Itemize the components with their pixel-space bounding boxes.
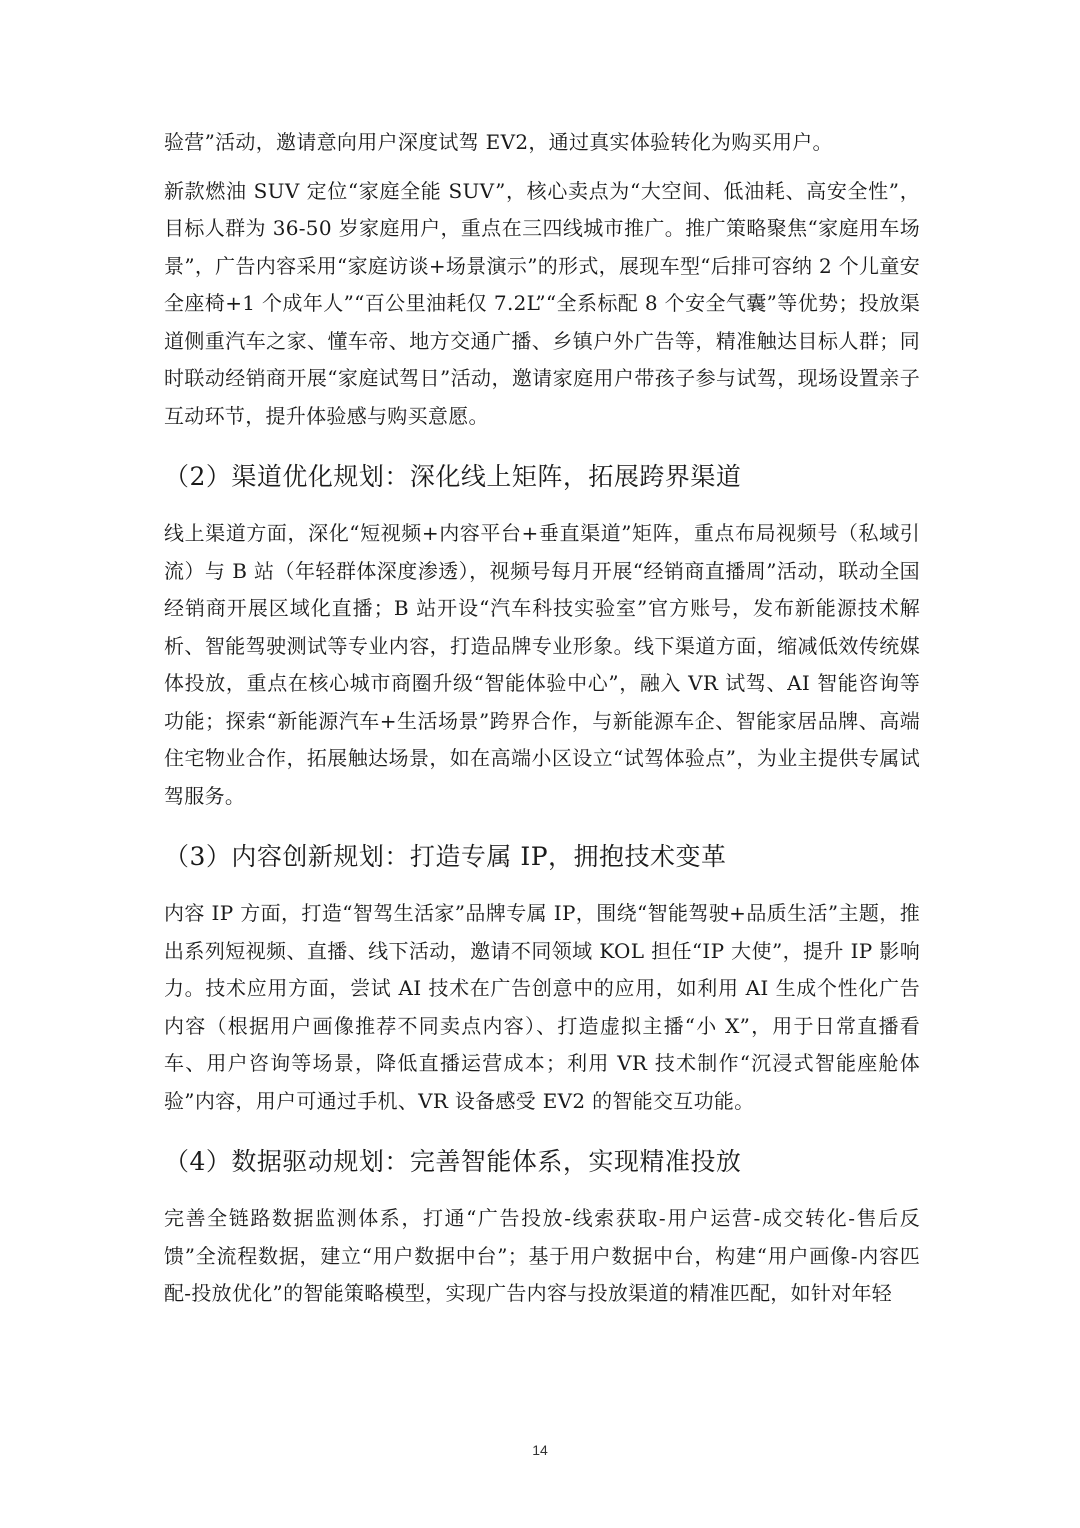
- paragraph-content-innovation: 内容 IP 方面，打造“智驾生活家”品牌专属 IP，围绕“智能驾驶+品质生活”主题，推出系列短视频、直播、线下活动，邀请不同领域 KOL 担任“IP 大使”，提升 IP 影响力。技术应用方面，尝试 AI 技术在广告创意中的应用，如利用 AI 生成个性化广告内容（根据用户画像推荐不同卖点内容）、打造虚拟主播“小 X”，用于日常直播看车、用户咨询等场景，降低直播运营成本；利用 VR 技术制作“沉浸式智能座舱体验”内容，用户可通过手机、VR 设备感受 EV2 的智能交互功能。: [164, 901, 920, 1113]
- page-number: 14: [532, 1442, 548, 1458]
- heading-data-driven: （4）数据驱动规划：完善智能体系，实现精准投放: [164, 1147, 742, 1176]
- heading-content-innovation: （3）内容创新规划：打造专属 IP，拥抱技术变革: [164, 842, 727, 871]
- paragraph-channel-optimization: 线上渠道方面，深化“短视频+内容平台+垂直渠道”矩阵，重点布局视频号（私域引流）与 B 站（年轻群体深度渗透），视频号每月开展“经销商直播周”活动，联动全国经销商开展区域化直播；B 站开设“汽车科技实验室”官方账号，发布新能源技术解析、智能驾驶测试等专业内容，打造品牌专业形象。线下渠道方面，缩减低效传统媒体投放，重点在核心城市商圈升级“智能体验中心”，融入 VR 试驾、AI 智能咨询等功能；探索“新能源汽车+生活场景”跨界合作，与新能源车企、智能家居品牌、高端住宅物业合作，拓展触达场景，如在高端小区设立“试驾体验点”，为业主提供专属试驾服务。: [164, 521, 920, 808]
- heading-channel-optimization: （2）渠道优化规划：深化线上矩阵，拓展跨界渠道: [164, 462, 742, 491]
- paragraph-data-driven: 完善全链路数据监测体系，打通“广告投放-线索获取-用户运营-成交转化-售后反馈”全流程数据，建立“用户数据中台”；基于用户数据中台，构建“用户画像-内容匹配-投放优化”的智能策略模型，实现广告内容与投放渠道的精准匹配，如针对年轻: [164, 1206, 920, 1305]
- paragraph-fuel-suv-strategy: 新款燃油 SUV 定位“家庭全能 SUV”，核心卖点为“大空间、低油耗、高安全性”，目标人群为 36-50 岁家庭用户，重点在三四线城市推广。推广策略聚焦“家庭用车场景”，广告内容采用“家庭访谈+场景演示”的形式，展现车型“后排可容纳 2 个儿童安全座椅+1 个成年人”“百公里油耗仅 7.2L”“全系标配 8 个安全气囊”等优势；投放渠道侧重汽车之家、懂车帝、地方交通广播、乡镇户外广告等，精准触达目标人群；同时联动经销商开展“家庭试驾日”活动，邀请家庭用户带孩子参与试驾，现场设置亲子互动环节，提升体验感与购买意愿。: [164, 178, 920, 428]
- paragraph-ev2-experience-end: 验营”活动，邀请意向用户深度试驾 EV2，通过真实体验转化为购买用户。: [164, 130, 833, 154]
- document-body: [164, 124, 920, 1324]
